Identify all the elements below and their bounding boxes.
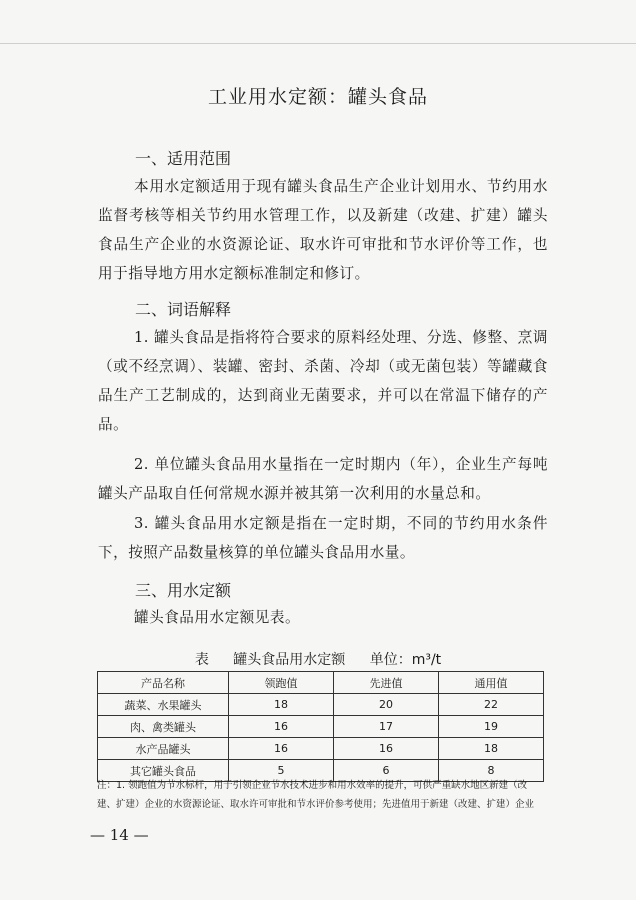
water-quota-table [97, 671, 544, 782]
table-cell: 6 [334, 760, 439, 782]
table-row [98, 738, 544, 760]
table-cell: 水产品罐头 [98, 738, 229, 760]
table-header-row [98, 672, 544, 694]
table-caption-unit: 单位：m³/t [369, 652, 442, 668]
table-cell: 5 [229, 760, 334, 782]
header-leading-value: 领跑值 [229, 672, 334, 694]
page-number: — 14 — [90, 826, 149, 844]
top-border-line [0, 43, 636, 44]
paragraph-definition-3: 3. 罐头食品用水定额是指在一定时期，不同的节约用水条件下，按照产品数量核算的单位罐头食品用水量。 [98, 515, 548, 561]
table-cell: 20 [334, 694, 439, 716]
page-title: 工业用水定额：罐头食品 [207, 86, 428, 108]
paragraph-quota-intro: 罐头食品用水定额见表。 [134, 609, 301, 626]
table-cell: 22 [439, 694, 544, 716]
section-heading-quota: 三、用水定额 [135, 581, 232, 600]
header-product-name: 产品名称 [98, 672, 229, 694]
table-cell: 肉、禽类罐头 [98, 716, 229, 738]
table-caption [0, 649, 636, 669]
section-heading-definitions: 二、词语解释 [135, 300, 232, 319]
table-cell: 其它罐头食品 [98, 760, 229, 782]
table-cell: 18 [229, 694, 334, 716]
table-cell: 8 [439, 760, 544, 782]
table-cell: 蔬菜、水果罐头 [98, 694, 229, 716]
section-heading-scope: 一、适用范围 [135, 149, 232, 168]
table-cell: 17 [334, 716, 439, 738]
paragraph-definition-1: 1. 罐头食品是指将符合要求的原料经处理、分选、修整、烹调（或不经烹调）、装罐、密封、杀菌、冷却（或无菌包装）等罐藏食品生产工艺制成的，达到商业无菌要求，并可以在常温下储存的产品。 [98, 329, 548, 433]
paragraph-scope: 本用水定额适用于现有罐头食品生产企业计划用水、节约用水监督考核等相关节约用水管理工作，以及新建（改建、扩建）罐头食品生产企业的水资源论证、取水许可审批和节水评价等工作，也用于指导地方用水定额标准制定和修订。 [98, 178, 548, 282]
header-advanced-value: 先进值 [334, 672, 439, 694]
table-cell: 16 [229, 716, 334, 738]
table-row [98, 694, 544, 716]
table-caption-title: 罐头食品用水定额 [233, 652, 346, 668]
table-caption-prefix: 表 [194, 652, 209, 668]
table-note: 注：1. 领跑值为节水标杆，用于引领企业节水技术进步和用水效率的提升，可供严重缺水地区新建（改建、扩建）企业的水资源论证、取水许可审批和节水评价参考使用；先进值用于新建（改建、扩建）企业 [97, 780, 535, 810]
table-row [98, 716, 544, 738]
header-general-value: 通用值 [439, 672, 544, 694]
table-cell: 16 [229, 738, 334, 760]
table-cell: 19 [439, 716, 544, 738]
table-cell: 18 [439, 738, 544, 760]
paragraph-definition-2: 2. 单位罐头食品用水量指在一定时期内（年），企业生产每吨罐头产品取自任何常规水源并被其第一次利用的水量总和。 [98, 456, 548, 502]
table-cell: 16 [334, 738, 439, 760]
